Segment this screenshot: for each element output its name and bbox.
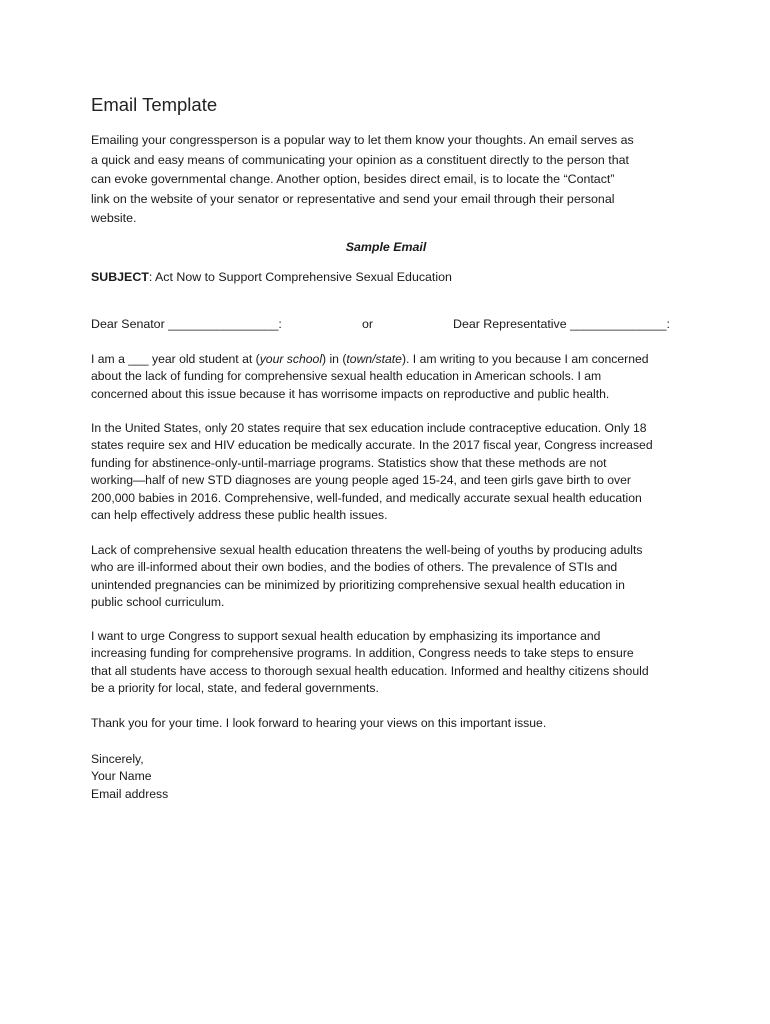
intro-line: a quick and easy means of communicating your opinion as a constituent directly to the person that (91, 152, 629, 167)
paragraph-line: 200,000 babies in 2016. Comprehensive, well-funded, and medically accurate sexual health education (91, 490, 642, 505)
body-paragraph-3 (91, 542, 691, 612)
placeholder-school: your school (259, 352, 323, 366)
body-paragraph-4 (91, 628, 691, 698)
salutation-representative: Dear Representative ______________: (453, 317, 670, 331)
salutation-or: or (362, 317, 374, 331)
paragraph-line: that all students have access to thorough sexual health education. Informed and healthy citizens should (91, 663, 649, 678)
body-paragraph-1 (91, 351, 691, 403)
paragraph-line (91, 351, 691, 368)
paragraph-line: be a priority for local, state, and federal governments. (91, 681, 379, 696)
intro-line: Emailing your congressperson is a popular way to let them know your thoughts. An email serves as (91, 133, 634, 147)
text-run: I am a ___ year old student at ( (91, 352, 260, 366)
intro-line: link on the website of your senator or representative and send your email through their personal (91, 191, 615, 206)
paragraph-line: working—half of new STD diagnoses are young people aged 15-24, and teen girls gave birth to over (91, 473, 631, 488)
subject-label: SUBJECT (91, 270, 149, 284)
text-run: ). I am writing to you because I am concerned (401, 352, 649, 366)
closing-line: Email address (91, 786, 169, 801)
placeholder-town-state: town/state (346, 352, 402, 366)
subject-line (91, 270, 452, 284)
subject-text: : Act Now to Support Comprehensive Sexual Education (148, 270, 452, 284)
closing-line: Sincerely, (91, 752, 144, 766)
paragraph-line: concerned about this issue because it has worrisome impacts on reproductive and public health. (91, 386, 610, 401)
paragraph-line: Thank you for your time. I look forward to hearing your views on this important issue. (91, 716, 547, 730)
salutation-senator: Dear Senator ________________: (91, 317, 282, 331)
paragraph-line: funding for abstinence-only-until-marriage programs. Statistics show that these methods are not (91, 455, 607, 470)
paragraph-line: about the lack of funding for comprehensive sexual health education in American schools. I am (91, 369, 602, 384)
paragraph-line: public school curriculum. (91, 595, 225, 610)
paragraph-line: unintended pregnancies can be minimized by prioritizing comprehensive sexual health education in (91, 577, 625, 592)
closing-line: Your Name (91, 769, 152, 784)
sample-email-heading: Sample Email (345, 240, 427, 254)
intro-paragraph (91, 131, 686, 229)
paragraph-line: who are ill-informed about their own bodies, and the bodies of others. The prevalence of STIs and (91, 560, 618, 575)
text-run: ) in ( (322, 352, 347, 366)
body-paragraph-5 (91, 715, 691, 732)
paragraph-line: In the United States, only 20 states require that sex education include contraceptive education. Only 18 (91, 421, 647, 435)
paragraph-line: increasing funding for comprehensive programs. In addition, Congress needs to take steps to ensure (91, 646, 634, 661)
intro-line: can evoke governmental change. Another option, besides direct email, is to locate the “Contact” (91, 172, 615, 187)
paragraph-line: I want to urge Congress to support sexual health education by emphasizing its importance and (91, 629, 601, 643)
closing-block (91, 751, 691, 803)
paragraph-line: states require sex and HIV education be medically accurate. In the 2017 fiscal year, Congress increased (91, 438, 653, 453)
body-paragraph-2 (91, 420, 691, 524)
paragraph-line: can help effectively address these public health issues. (91, 508, 388, 523)
paragraph-line: Lack of comprehensive sexual health education threatens the well-being of youths by producing adults (91, 543, 643, 557)
intro-line: website. (91, 211, 137, 226)
page-title: Email Template (91, 94, 218, 115)
